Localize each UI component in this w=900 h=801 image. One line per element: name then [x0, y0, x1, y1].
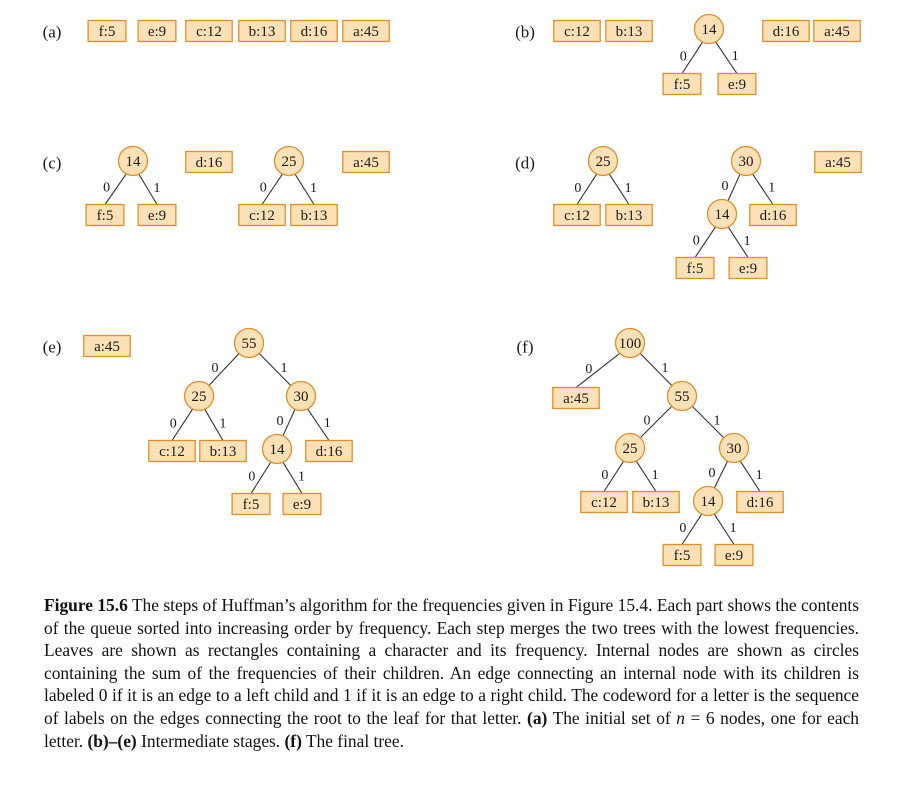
internal-node-value: 25	[622, 441, 638, 457]
part-b	[515, 15, 860, 95]
leaf-node-label: e:9	[724, 548, 744, 564]
edge-label-right: 1	[280, 361, 288, 376]
caption-text: Intermediate stages.	[136, 730, 285, 751]
leaf-node-label: a:45	[353, 24, 379, 40]
leaf-node-label: c:12	[159, 444, 185, 460]
leaf-node-label: b:13	[642, 495, 670, 511]
edge-label-right: 1	[323, 416, 331, 432]
edge-label-left: 0	[679, 520, 687, 536]
leaf-node-label: d:16	[315, 444, 343, 460]
leaf-node-label: a:45	[824, 24, 850, 40]
leaf-node-label: c:12	[196, 24, 222, 40]
caption-part-b-e: (b)–(e)	[87, 730, 137, 751]
edge-left	[728, 174, 740, 201]
edge-label-right: 1	[153, 180, 161, 196]
edge-label-left: 0	[103, 180, 111, 196]
figure-label: Figure 15.6	[44, 595, 128, 615]
internal-node-value: 55	[674, 389, 690, 405]
internal-node-value: 100	[618, 336, 642, 352]
caption-text: = 6 nodes, one for each letter.	[44, 707, 859, 751]
leaf-node-label: d:16	[195, 155, 223, 171]
leaf-node-label: d:16	[300, 24, 328, 40]
edge-label-left: 0	[721, 179, 729, 194]
internal-node-value: 25	[595, 154, 611, 170]
leaf-node-label: e:9	[147, 208, 167, 224]
internal-node-value: 14	[125, 154, 141, 170]
leaf-node-label: a:45	[825, 155, 851, 171]
edge-label-left: 0	[248, 469, 256, 485]
leaf-node-label: e:9	[727, 77, 747, 93]
part-label: (f)	[516, 337, 534, 357]
part-label: (d)	[515, 153, 535, 173]
caption-text: The final tree.	[301, 730, 404, 751]
edge-left	[283, 409, 295, 436]
caption-text: The steps of Huffman’s algorithm for the frequencies given in Figure 15.4. Each part shows the contents of the queue sorted into increasing order by frequency. Each step merges the two trees with the lowest frequencies. Leaves are shown as rectangles containing a character and its frequency. Internal nodes are shown as circles containing the sum of the frequencies of their children. An edge connecting an internal node with its children is labeled 0 if it is an edge to a left child and 1 if it is an edge to a right child. The codeword for a letter is the sequence of labels on the edges connecting the root to the leaf for that letter.	[44, 595, 859, 728]
part-label: (e)	[42, 337, 62, 357]
internal-node-value: 55	[241, 336, 257, 352]
leaf-node-label: f:5	[242, 497, 260, 513]
edge-label-right: 1	[743, 233, 751, 249]
internal-node-value: 14	[701, 22, 717, 38]
caption-text: The initial set of	[547, 707, 677, 728]
leaf-node-label: f:5	[673, 77, 691, 93]
leaf-node-label: c:12	[249, 208, 275, 224]
edge-label-right: 1	[713, 413, 721, 429]
internal-node-value: 14	[714, 207, 730, 223]
internal-node-value: 25	[281, 154, 297, 170]
leaf-node-label: f:5	[673, 548, 691, 564]
internal-node-value: 30	[726, 441, 742, 457]
internal-node-value: 30	[293, 389, 309, 405]
leaf-node-label: f:5	[686, 261, 704, 277]
leaf-node-label: a:45	[563, 391, 589, 407]
leaf-node-label: d:16	[759, 208, 787, 224]
leaf-node-label: e:9	[292, 497, 312, 513]
edge-label-right: 1	[219, 416, 227, 432]
part-d	[515, 147, 861, 279]
leaf-node-label: f:5	[96, 208, 114, 224]
edge-label-left: 0	[643, 413, 651, 429]
part-label: (a)	[42, 22, 62, 42]
caption-variable-n: n	[676, 707, 685, 728]
leaf-node-label: c:12	[564, 208, 590, 224]
leaf-node-label: e:9	[147, 24, 167, 40]
edge-label-right: 1	[731, 49, 739, 65]
edge-label-left: 0	[276, 414, 284, 429]
edge-label-right: 1	[651, 467, 659, 483]
edge-label-left: 0	[169, 416, 177, 432]
part-e	[43, 329, 353, 515]
edge-label-left: 0	[679, 49, 687, 65]
edge-left	[576, 353, 620, 387]
edge-label-right: 1	[661, 361, 669, 376]
edge-label-left: 0	[708, 466, 716, 481]
edge-label-left: 0	[574, 180, 582, 196]
leaf-node-label: b:13	[248, 24, 276, 40]
leaf-node-label: d:16	[772, 24, 800, 40]
edge-label-left: 0	[585, 361, 593, 377]
edge-left	[714, 461, 727, 488]
internal-node-value: 25	[191, 389, 207, 405]
part-f	[517, 329, 784, 566]
edge-label-left: 0	[211, 361, 219, 376]
leaf-node-label: c:12	[591, 495, 617, 511]
part-label: (c)	[42, 153, 62, 173]
edge-label-right: 1	[755, 467, 763, 483]
internal-node-value: 30	[738, 154, 754, 170]
leaf-node-label: b:13	[615, 24, 643, 40]
part-a	[43, 21, 390, 42]
caption-part-a: (a)	[527, 707, 548, 728]
leaf-node-label: a:45	[353, 155, 379, 171]
edge-label-right: 1	[729, 520, 737, 536]
caption-part-f: (f)	[284, 730, 302, 751]
leaf-node-label: b:13	[209, 444, 237, 460]
part-label: (b)	[515, 22, 535, 42]
leaf-node-label: f:5	[98, 24, 116, 40]
part-c	[43, 147, 390, 226]
internal-node-value: 14	[700, 494, 716, 510]
edge-label-left: 0	[601, 467, 609, 483]
leaf-node-label: a:45	[94, 339, 120, 355]
leaf-node-label: e:9	[738, 261, 758, 277]
edge-label-right: 1	[624, 180, 632, 196]
edge-label-right: 1	[298, 469, 306, 485]
edge-label-left: 0	[692, 233, 700, 249]
leaf-node-label: b:13	[300, 208, 328, 224]
leaf-node-label: d:16	[746, 495, 774, 511]
leaf-node-label: c:12	[564, 24, 590, 40]
edge-label-right: 1	[310, 180, 318, 196]
leaf-node-label: b:13	[615, 208, 643, 224]
figure-caption	[44, 594, 859, 752]
internal-node-value: 14	[269, 442, 285, 458]
edge-label-left: 0	[259, 180, 267, 196]
edge-label-right: 1	[768, 180, 776, 196]
